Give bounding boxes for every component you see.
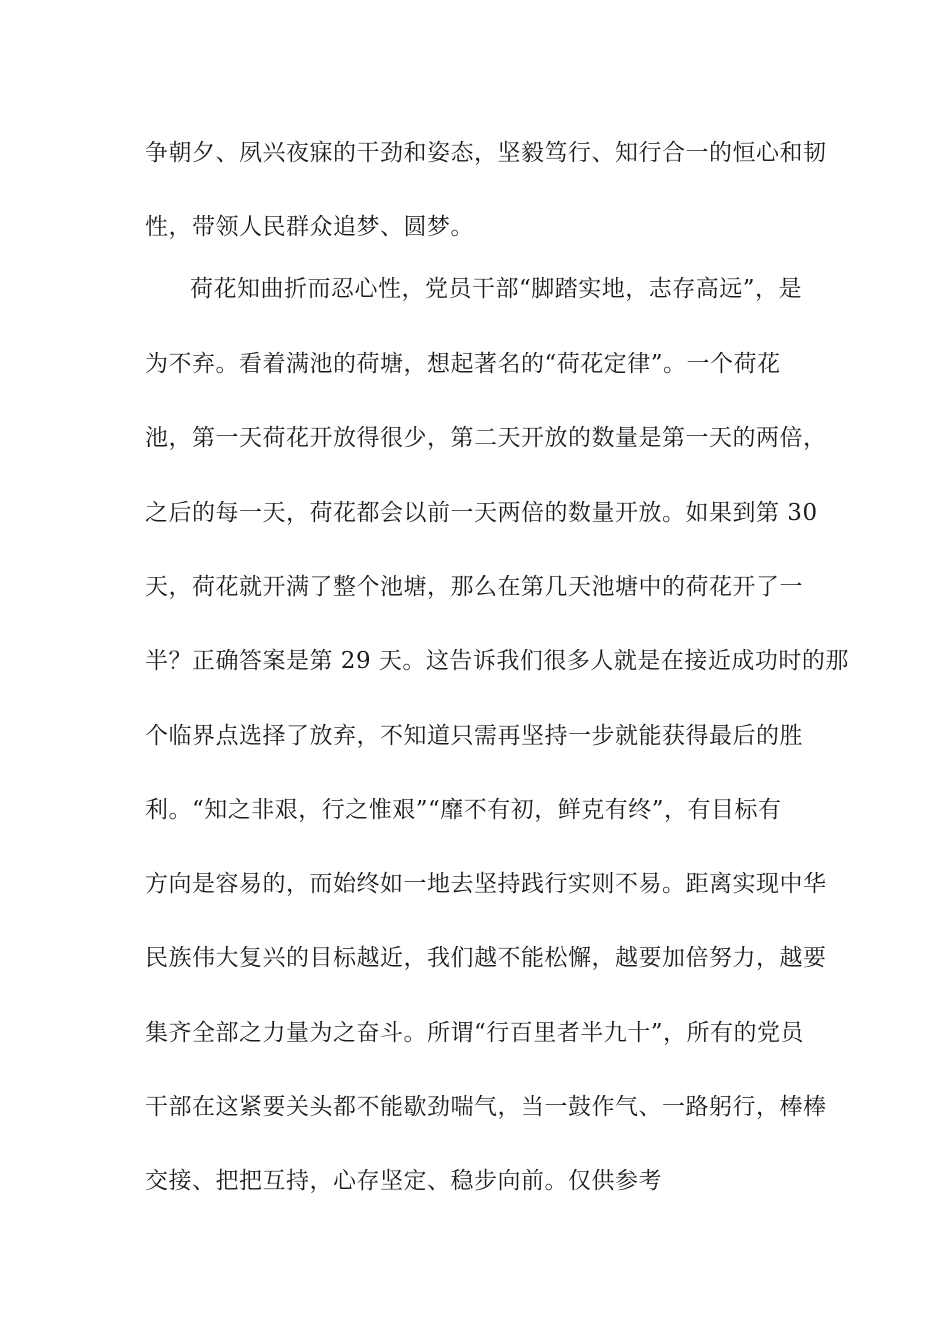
text-line: 方向是容易的，而始终如一地去坚持践行实则不易。距离实现中华 <box>145 871 827 897</box>
text-line: 为不弃。看着满池的荷塘，想起著名的“荷花定律”。一个荷花 <box>145 351 781 377</box>
text-line: 天，荷花就开满了整个池塘，那么在第几天池塘中的荷花开了一 <box>145 574 803 600</box>
text-line: 干部在这紧要关头都不能歇劲喘气，当一鼓作气、一路躬行，棒棒 <box>145 1094 827 1120</box>
text-line: 性，带领人民群众追梦、圆梦。 <box>145 214 474 240</box>
text-line: 个临界点选择了放弃，不知道只需再坚持一步就能获得最后的胜 <box>145 723 803 749</box>
text-line: 半？正确答案是第 29 天。这告诉我们很多人就是在接近成功时的那 <box>145 648 849 674</box>
text-line: 争朝夕、夙兴夜寐的干劲和姿态，坚毅笃行、知行合一的恒心和韧 <box>145 140 827 166</box>
text-line: 池，第一天荷花开放得很少，第二天开放的数量是第一天的两倍， <box>145 425 827 451</box>
text-line: 利。“知之非艰，行之惟艰”“靡不有初，鲜克有终”，有目标有 <box>145 797 782 823</box>
text-line: 之后的每一天，荷花都会以前一天两倍的数量开放。如果到第 30 <box>145 500 818 526</box>
text-line: 民族伟大复兴的目标越近，我们越不能松懈，越要加倍努力，越要 <box>145 945 827 971</box>
text-line: 集齐全部之力量为之奋斗。所谓“行百里者半九十”，所有的党员 <box>145 1020 805 1046</box>
text-line: 交接、把把互持，心存坚定、稳步向前。仅供参考 <box>145 1168 662 1194</box>
paragraph-start-line: 荷花知曲折而忍心性，党员干部“脚踏实地，志存高远”，是 <box>190 276 803 302</box>
